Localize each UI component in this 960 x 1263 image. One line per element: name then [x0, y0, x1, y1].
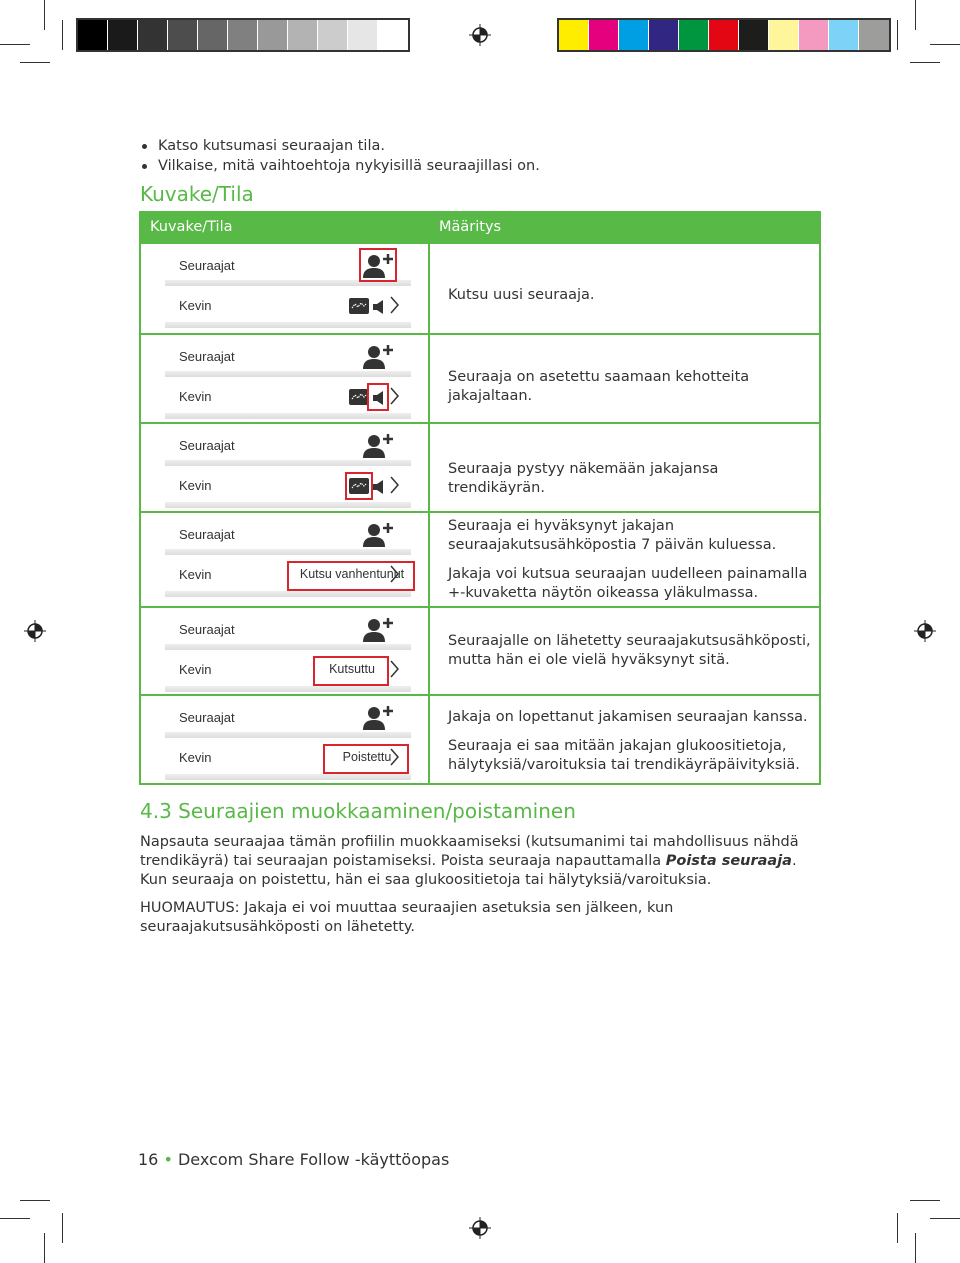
- page-footer: [138, 1150, 449, 1169]
- follower-name-label: Kevin: [179, 478, 212, 493]
- color-swatch: [168, 20, 198, 50]
- highlight-box: [367, 383, 389, 411]
- table-row: [141, 606, 819, 694]
- app-screenshot: [165, 430, 411, 507]
- column-header-icon-status: Kuvake/Tila: [150, 219, 233, 235]
- follower-name-label: Kevin: [179, 298, 212, 313]
- followers-header-label: Seuraajat: [179, 527, 235, 542]
- color-swatch: [799, 20, 829, 50]
- column-header-definition: Määritys: [439, 219, 502, 235]
- follower-status-text: Kutsu vanhentunut: [299, 567, 405, 581]
- section-title: Kuvake/Tila: [140, 182, 254, 206]
- followers-header-label: Seuraajat: [179, 258, 235, 273]
- color-swatch: [589, 20, 619, 50]
- definition-text: Seuraaja pystyy näkemään jakajansa trendikäyrän.: [448, 461, 719, 496]
- footer-separator: •: [163, 1150, 173, 1169]
- highlight-box: [345, 472, 373, 500]
- add-follower-icon: [361, 521, 395, 549]
- add-follower-icon: [361, 616, 395, 644]
- definition-text: Seuraaja on asetettu saamaan kehotteita jakajaltaan.: [448, 369, 750, 404]
- app-screenshot: [165, 341, 411, 418]
- definition-text: Seuraaja ei saa mitään jakajan glukoositietoja, hälytyksiä/varoituksia tai trendikäyräpäivityksiä.: [448, 738, 800, 773]
- followers-header-label: Seuraajat: [179, 622, 235, 637]
- table-header: [141, 213, 819, 244]
- followers-header-label: Seuraajat: [179, 349, 235, 364]
- paragraph-edit-remove: Napsauta seuraajaa tämän profiilin muokkaamiseksi (kutsumanimi tai mahdollisuus nähdä trendikäyrä) tai seuraajan poistamiseksi. Poista seuraaja napauttamalla Poista seuraaja. Kun seuraaja on poistettu, hän ei saa glukoositietoja tai hälytyksiä/varoituksia.: [140, 834, 799, 888]
- follower-name-label: Kevin: [179, 567, 212, 582]
- icon-status-table: [139, 211, 821, 785]
- color-swatch: [378, 20, 408, 50]
- page-number: 16: [138, 1150, 159, 1169]
- cmyk-color-bar: [557, 18, 891, 52]
- table-row: [141, 333, 819, 422]
- color-swatch: [859, 20, 889, 50]
- document-title: Dexcom Share Follow -käyttöopas: [177, 1150, 450, 1169]
- app-screenshot: [165, 702, 411, 781]
- speaker-icon: [373, 299, 385, 313]
- chevron-right-icon: [389, 387, 399, 405]
- registration-mark-icon: [24, 620, 46, 642]
- color-swatch: [198, 20, 228, 50]
- color-swatch: [348, 20, 378, 50]
- app-screenshot: [165, 519, 411, 602]
- definition-text: Jakaja voi kutsua seuraajan uudelleen painamalla +-kuvaketta näytön oikeassa yläkulmassa.: [448, 566, 808, 601]
- app-screenshot: [165, 250, 411, 327]
- color-swatch: [228, 20, 258, 50]
- app-screenshot: [165, 614, 411, 690]
- bullet-item: Vilkaise, mitä vaihtoehtoja nykyisillä seuraajillasi on.: [140, 156, 540, 176]
- table-row: [141, 422, 819, 511]
- color-swatch: [108, 20, 138, 50]
- bullet-item: Katso kutsumasi seuraajan tila.: [140, 136, 540, 156]
- color-swatch: [318, 20, 348, 50]
- gray-color-bar: [76, 18, 410, 52]
- follower-name-label: Kevin: [179, 389, 212, 404]
- remove-follower-term: Poista seuraaja: [665, 853, 792, 869]
- followers-header-label: Seuraajat: [179, 710, 235, 725]
- color-swatch: [679, 20, 709, 50]
- color-swatch: [709, 20, 739, 50]
- highlight-box: [323, 744, 409, 774]
- color-swatch: [739, 20, 769, 50]
- add-follower-icon: [361, 343, 395, 371]
- definition-text: Seuraaja ei hyväksynyt jakajan seuraajakutsusähköpostia 7 päivän kuluessa.: [448, 518, 777, 553]
- chevron-right-icon: [389, 660, 399, 678]
- registration-mark-icon: [914, 620, 936, 642]
- table-row: [141, 694, 819, 785]
- color-swatch: [769, 20, 799, 50]
- color-swatch: [559, 20, 589, 50]
- highlight-box: [313, 656, 389, 686]
- trend-graph-icon: [349, 298, 369, 314]
- chevron-right-icon: [389, 296, 399, 314]
- table-row: [141, 244, 819, 333]
- highlight-box: [287, 561, 415, 591]
- definition-text: Jakaja on lopettanut jakamisen seuraajan kanssa.: [448, 709, 808, 725]
- color-swatch: [78, 20, 108, 50]
- follower-status-text: Kutsuttu: [329, 662, 375, 676]
- registration-mark-icon: [469, 1217, 491, 1239]
- followers-header-label: Seuraajat: [179, 438, 235, 453]
- subsection-title: 4.3 Seuraajien muokkaaminen/poistaminen: [140, 799, 576, 823]
- highlight-box: [359, 248, 397, 282]
- bullet-list: [140, 136, 540, 176]
- color-swatch: [138, 20, 168, 50]
- color-swatch: [619, 20, 649, 50]
- table-row: [141, 511, 819, 606]
- speaker-icon: [373, 479, 385, 493]
- follower-name-label: Kevin: [179, 662, 212, 677]
- definition-text: Seuraajalle on lähetetty seuraajakutsusähköposti, mutta hän ei ole vielä hyväksynyt sitä.: [448, 633, 811, 668]
- chevron-right-icon: [389, 476, 399, 494]
- definition-text: Kutsu uusi seuraaja.: [448, 287, 595, 303]
- add-follower-icon: [361, 432, 395, 460]
- trend-graph-icon: [349, 389, 369, 405]
- follower-status-text: Poistettu: [342, 750, 392, 764]
- add-follower-icon: [361, 704, 395, 732]
- paragraph-note: HUOMAUTUS: Jakaja ei voi muuttaa seuraajien asetuksia sen jälkeen, kun seuraajakutsusähköposti on lähetetty.: [140, 900, 674, 935]
- follower-name-label: Kevin: [179, 750, 212, 765]
- color-swatch: [829, 20, 859, 50]
- color-swatch: [649, 20, 679, 50]
- registration-mark-icon: [469, 24, 491, 46]
- color-swatch: [258, 20, 288, 50]
- color-swatch: [288, 20, 318, 50]
